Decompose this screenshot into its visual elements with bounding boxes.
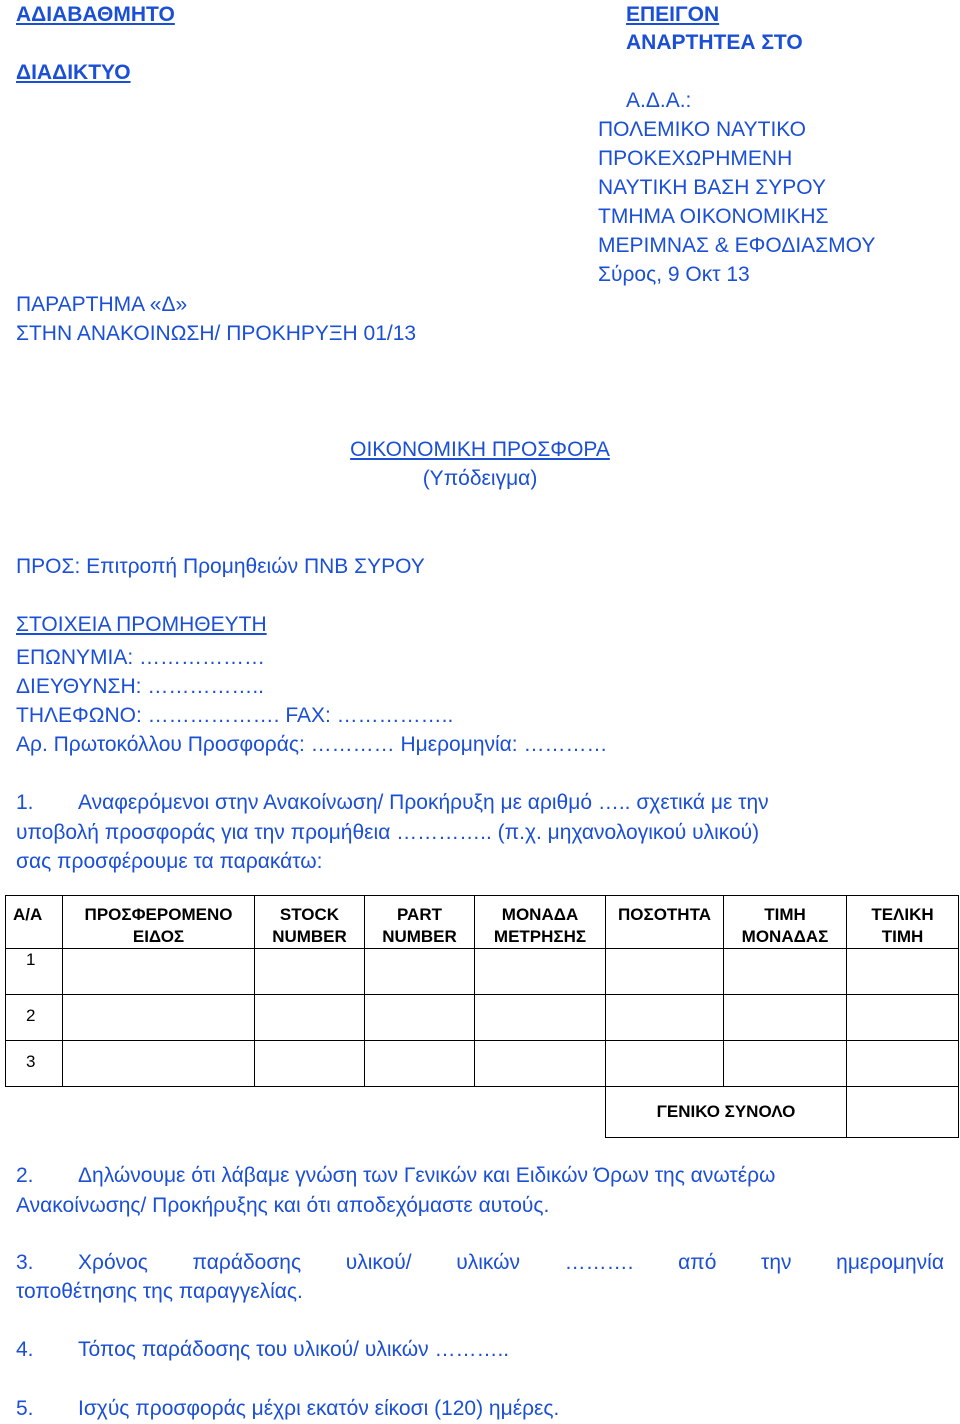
col-header-part: PART NUMBER xyxy=(365,896,475,949)
offer-table xyxy=(5,895,959,1138)
col-header-qty: ΠΟΣΟΤΗΤΑ xyxy=(606,896,724,949)
unit-price-cell xyxy=(724,949,847,995)
col-header-unit: ΜΟΝΑΔΑ ΜΕΤΡΗΣΗΣ xyxy=(475,896,606,949)
page-subtitle: (Υπόδειγμα) xyxy=(422,467,538,490)
item-cell xyxy=(63,1041,255,1087)
org-line-4: ΤΜΗΜΑ ΟΙΚΟΝΟΜΙΚΗΣ xyxy=(598,205,829,228)
para2-line2: Ανακοίνωσης/ Προκήρυξης και ότι αποδεχόμαστε αυτούς. xyxy=(16,1194,550,1217)
unit-cell xyxy=(475,949,606,995)
page-title: ΟΙΚΟΝΟΜΙΚΗ ΠΡΟΣΦΟΡΑ xyxy=(350,438,610,461)
qty-cell xyxy=(606,949,724,995)
table-row xyxy=(6,995,959,1041)
item-cell xyxy=(63,949,255,995)
grand-total-label: ΓΕΝΙΚΟ ΣΥΝΟΛΟ xyxy=(606,1087,847,1138)
item-cell xyxy=(63,995,255,1041)
para5-number: 5. xyxy=(16,1397,34,1420)
stock-cell xyxy=(255,995,365,1041)
priority-label: ΕΠΕΙΓΟΝ xyxy=(626,3,720,26)
para1-line3: σας προσφέρουμε τα παρακάτω: xyxy=(16,850,323,873)
total-price-cell xyxy=(847,949,959,995)
part-cell xyxy=(365,995,475,1041)
org-line-2: ΠΡΟΚΕΧΩΡΗΜΕΝΗ xyxy=(598,147,793,170)
grand-total-spacer xyxy=(6,1087,606,1138)
unit-cell xyxy=(475,1041,606,1087)
unit-price-cell xyxy=(724,995,847,1041)
para4-number: 4. xyxy=(16,1338,34,1361)
para2-number: 2. xyxy=(16,1164,34,1187)
classification-label: ΑΔΙΑΒΑΘΜΗΤΟ xyxy=(16,3,175,26)
para3-line1: Χρόνος παράδοσης υλικού/ υλικών ………. από την ημερομηνία xyxy=(78,1251,944,1274)
recipient-line: ΠΡΟΣ: Επιτροπή Προμηθειών ΠΝΒ ΣΥΡΟΥ xyxy=(16,555,425,578)
grand-total-value xyxy=(847,1087,959,1138)
para5-text: Ισχύς προσφοράς μέχρι εκατόν είκοσι (120) ημέρες. xyxy=(78,1397,560,1420)
place-date: Σύρος, 9 Οκτ 13 xyxy=(598,263,750,286)
annex-label: ΠΑΡΑΡΤΗΜΑ «Δ» xyxy=(16,293,188,316)
total-price-cell xyxy=(847,1041,959,1087)
para1-number: 1. xyxy=(16,791,34,814)
annex-reference: ΣΤΗΝ ΑΝΑΚΟΙΝΩΣΗ/ ΠΡΟΚΗΡΥΞΗ 01/13 xyxy=(16,322,417,345)
row-number-cell: 3 xyxy=(6,1041,63,1087)
col-header-total-price: ΤΕΛΙΚΗ ΤΙΜΗ xyxy=(847,896,959,949)
para3-number: 3. xyxy=(16,1251,34,1274)
address-field: ΔΙΕΥΘΥΝΣΗ: …………….. xyxy=(16,675,265,698)
qty-cell xyxy=(606,995,724,1041)
org-line-1: ΠΟΛΕΜΙΚΟ ΝΑΥΤΙΚΟ xyxy=(598,118,806,141)
grand-total-row xyxy=(6,1087,959,1138)
total-price-cell xyxy=(847,995,959,1041)
posting-label: ΑΝΑΡΤΗΤΕΑ ΣΤΟ xyxy=(626,31,803,54)
col-header-item: ΠΡΟΣΦΕΡΟΜΕΝΟ ΕΙΔΟΣ xyxy=(63,896,255,949)
table-row xyxy=(6,1041,959,1087)
part-cell xyxy=(365,1041,475,1087)
org-line-5: ΜΕΡΙΜΝΑΣ & ΕΦΟΔΙΑΣΜΟΥ xyxy=(598,234,876,257)
table-header-row xyxy=(6,896,959,949)
stock-cell xyxy=(255,1041,365,1087)
phone-fax-field: ΤΗΛΕΦΩΝΟ: ………………. FAX: …………….. xyxy=(16,704,454,727)
row-number-cell: 2 xyxy=(6,995,63,1041)
col-header-aa: Α/Α xyxy=(6,896,63,949)
qty-cell xyxy=(606,1041,724,1087)
row-number-cell: 1 xyxy=(6,949,63,995)
part-cell xyxy=(365,949,475,995)
col-header-stock: STOCK NUMBER xyxy=(255,896,365,949)
col-header-unit-price: ΤΙΜΗ ΜΟΝΑΔΑΣ xyxy=(724,896,847,949)
para2-line1: Δηλώνουμε ότι λάβαμε γνώση των Γενικών και Ειδικών Όρων της ανωτέρω xyxy=(78,1164,776,1187)
stock-cell xyxy=(255,949,365,995)
para4-text: Τόπος παράδοσης του υλικού/ υλικών ……….. xyxy=(78,1338,510,1361)
table-row xyxy=(6,949,959,995)
para3-line2: τοποθέτησης της παραγγελίας. xyxy=(16,1280,303,1303)
ada-label: Α.Δ.Α.: xyxy=(626,89,692,112)
distribution-label: ΔΙΑΔΙΚΤΥΟ xyxy=(16,61,131,84)
para1-line2: υποβολή προσφοράς για την προμήθεια ………….. (π.χ. μηχανολογικού υλικού) xyxy=(16,821,760,844)
unit-price-cell xyxy=(724,1041,847,1087)
company-name-field: ΕΠΩΝΥΜΙΑ: ……………… xyxy=(16,646,266,669)
para1-line1: Αναφερόμενοι στην Ανακοίνωση/ Προκήρυξη με αριθμό ….. σχετικά με την xyxy=(78,791,769,814)
org-line-3: ΝΑΥΤΙΚΗ ΒΑΣΗ ΣΥΡΟΥ xyxy=(598,176,826,199)
unit-cell xyxy=(475,995,606,1041)
supplier-heading: ΣΤΟΙΧΕΙΑ ΠΡΟΜΗΘΕΥΤΗ xyxy=(16,613,267,636)
protocol-date-field: Αρ. Πρωτοκόλλου Προσφοράς: ………… Ημερομηνία: ………… xyxy=(16,733,608,756)
